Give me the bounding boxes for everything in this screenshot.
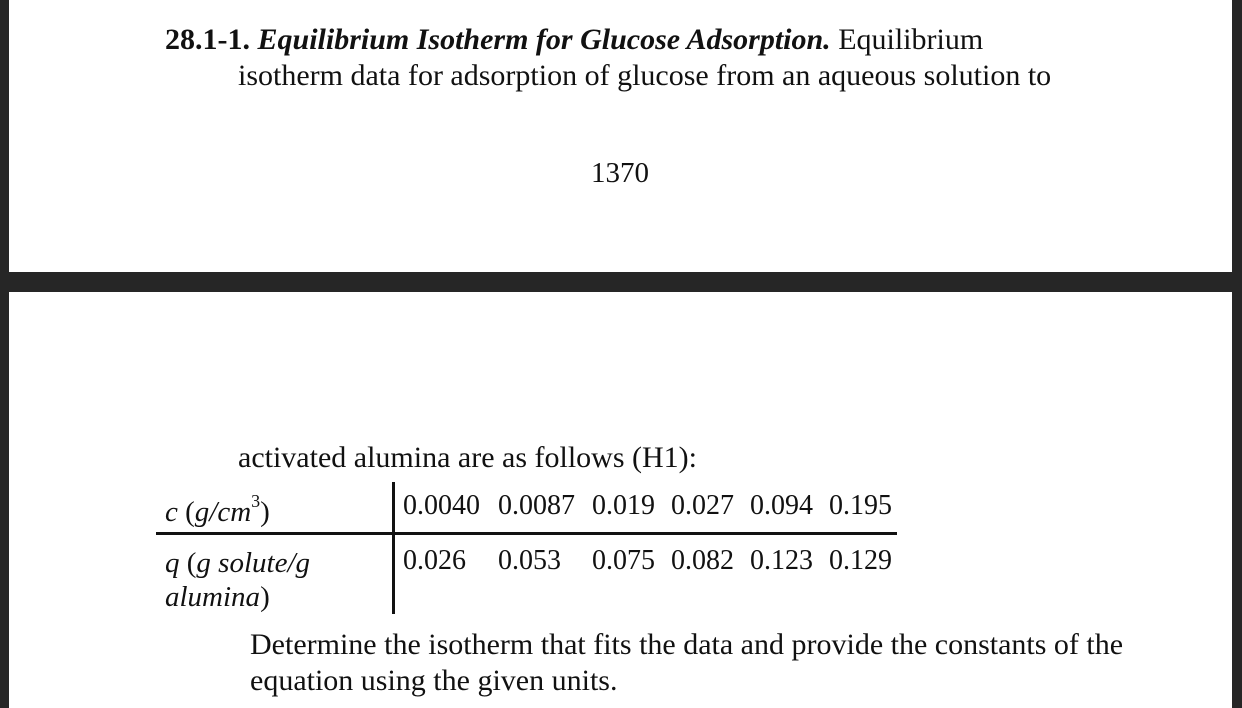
q-var: q (165, 547, 180, 579)
c-unit-exponent: 3 (251, 491, 261, 511)
c-value: 0.019 (592, 490, 655, 521)
c-values-row (403, 489, 892, 523)
table-vertical-rule (392, 482, 395, 614)
c-unit: g/cm (194, 496, 252, 528)
intro-line2: isotherm data for adsorption of glucose from an aqueous solution to (238, 59, 1052, 92)
q-unit-line1: g solute/g (196, 547, 311, 579)
problem-title: Equilibrium Isotherm for Glucose Adsorption. (257, 23, 831, 56)
c-value: 0.0087 (498, 490, 575, 521)
q-open-paren: ( (179, 547, 197, 579)
q-close-paren: ) (260, 581, 270, 613)
c-value: 0.195 (829, 490, 892, 521)
q-row-label-line2 (165, 580, 270, 614)
c-value: 0.0040 (403, 490, 480, 521)
c-close-paren: ) (260, 496, 270, 528)
q-values-row (403, 544, 892, 578)
q-value: 0.082 (671, 545, 734, 576)
c-value: 0.094 (750, 490, 813, 521)
page-bottom (9, 292, 1232, 708)
intro-line3: activated alumina are as follows (H1): (238, 441, 697, 474)
c-value: 0.027 (671, 490, 734, 521)
q-value: 0.026 (403, 545, 466, 576)
problem-heading (165, 22, 983, 58)
question-text: Determine the isotherm that fits the data and provide the constants of the equation using the given units. (250, 628, 1124, 697)
c-open-paren: ( (177, 496, 195, 528)
c-var: c (165, 496, 178, 528)
c-row-label (165, 491, 270, 529)
q-value: 0.129 (829, 545, 892, 576)
q-unit-line2: alumina (165, 581, 261, 613)
table-horizontal-rule (156, 532, 897, 535)
q-value: 0.075 (592, 545, 655, 576)
q-value: 0.123 (750, 545, 813, 576)
q-value: 0.053 (498, 545, 561, 576)
intro-line1-tail: Equilibrium (838, 23, 984, 56)
page-number: 1370 (591, 157, 649, 189)
q-row-label-line1 (165, 546, 310, 580)
page-top (9, 0, 1232, 272)
problem-number: 28.1-1. (165, 23, 250, 56)
